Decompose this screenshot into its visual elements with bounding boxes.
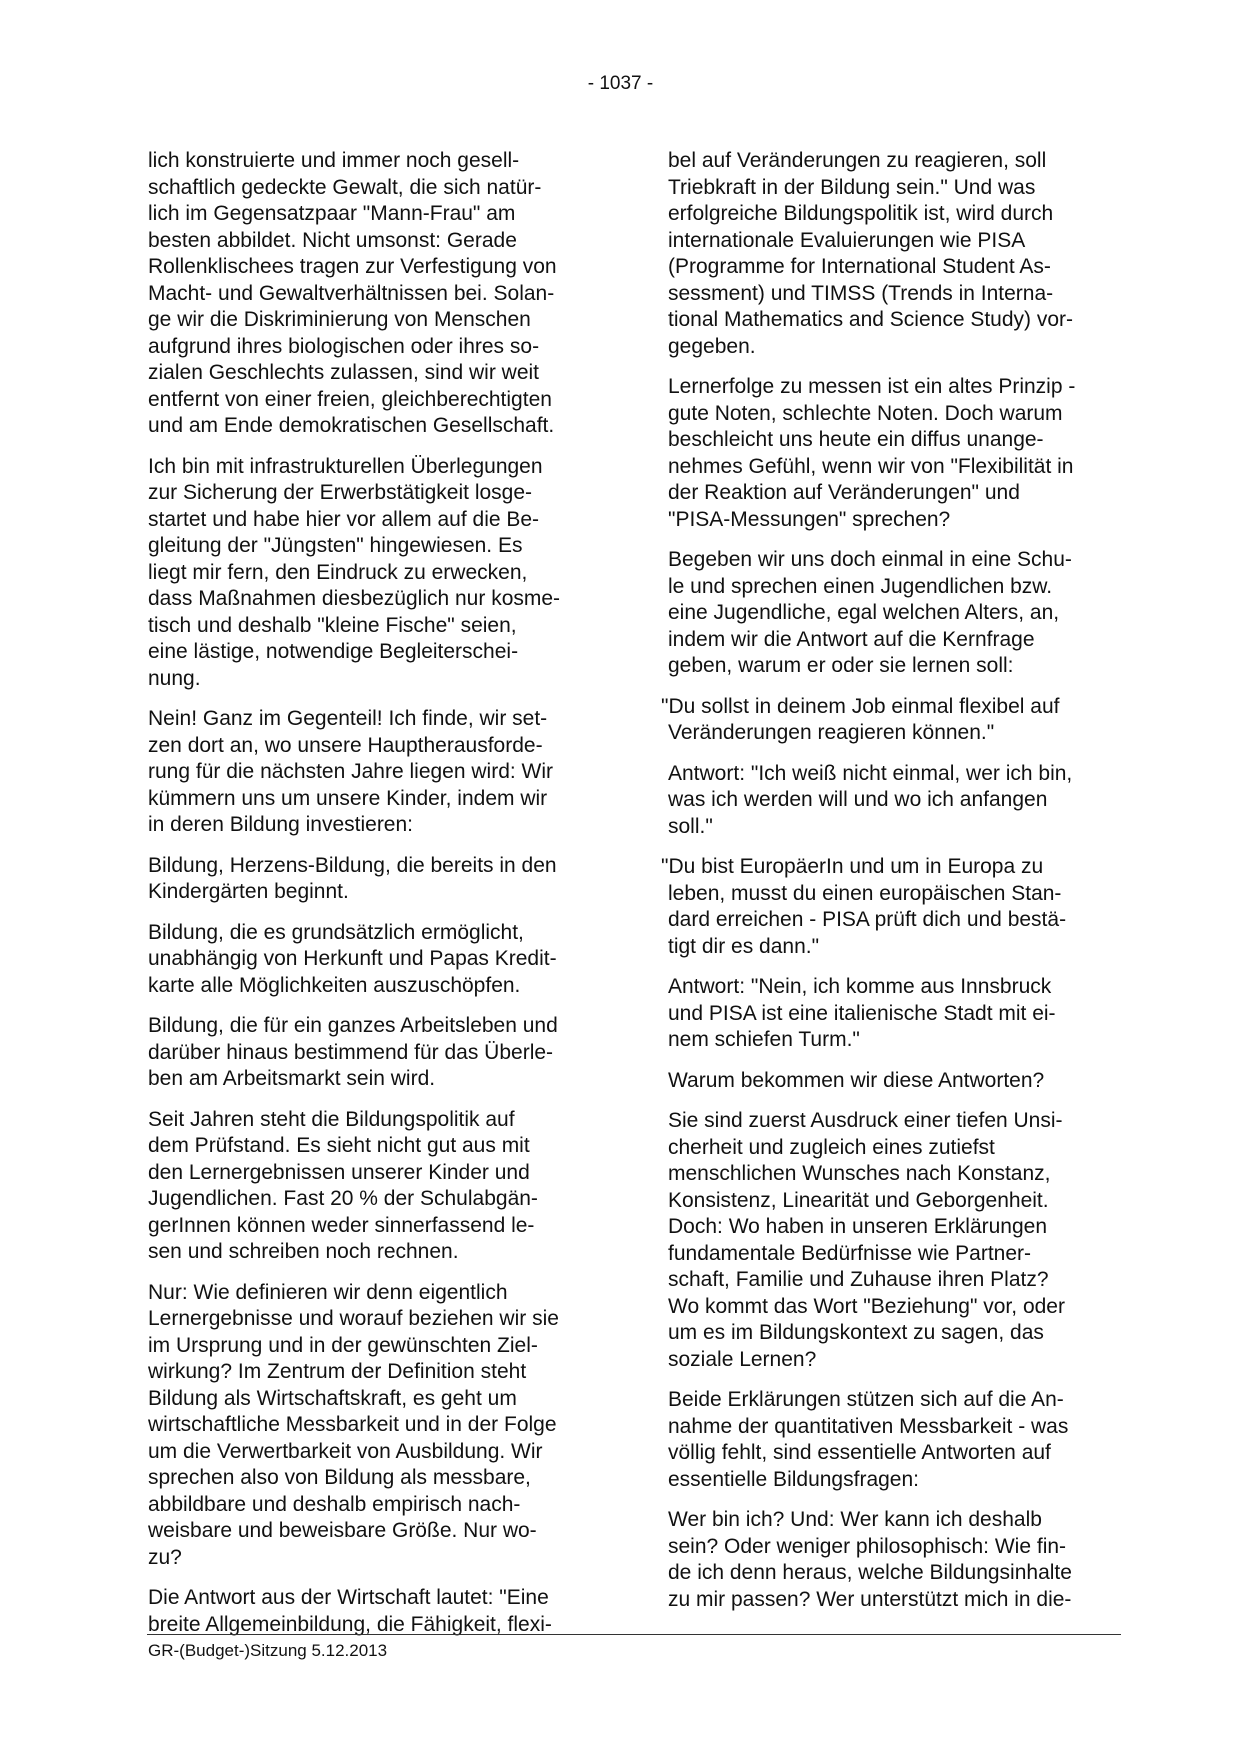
paragraph: Nein! Ganz im Gegenteil! Ich finde, wir set- zen dort an, wo unsere Hauptherausforde- rung für die nächsten Jahre liegen wird: Wir kümmern uns um unsere Kinder, indem wir in deren Bildung investieren: bbox=[148, 707, 554, 836]
paragraph: Antwort: "Ich weiß nicht einmal, wer ich bin, was ich werden will und wo ich anfangen soll." bbox=[668, 761, 1073, 838]
paragraph: Lernerfolge zu messen ist ein altes Prinzip - gute Noten, schlechte Noten. Doch warum beschleicht uns heute ein diffus unange- nehmes Gefühl, wenn wir von "Flexibilität in der Reaktion auf Veränderungen" und "PISA-Messungen" sprechen? bbox=[668, 375, 1076, 531]
paragraph: Ich bin mit infrastrukturellen Überlegungen zur Sicherung der Erwerbstätigkeit losge- startet und habe hier vor allem auf die Be- gleitung der "Jüngsten" hingewiesen. Es liegt mir fern, den Eindruck zu erwecken, dass Maßnahmen diesbezüglich nur kosme- tisch und deshalb "kleine Fische" seien, eine lästige, notwendige Begleiterschei- nung. bbox=[148, 454, 561, 690]
footer-divider bbox=[147, 1634, 1121, 1635]
left-column bbox=[148, 148, 608, 1652]
paragraph: Nur: Wie definieren wir denn eigentlich Lernergebnisse und worauf beziehen wir sie im Ursprung und in der gewünschten Ziel- wirkung? Im Zentrum der Definition steht Bildung als Wirtschaftskraft, es geht um wirtschaftliche Messbarkeit und in der Folge um die Verwertbarkeit von Ausbildung. Wir sprechen also von Bildung als messbare, abbildbare und deshalb empirisch nach- weisbare und beweisbare Größe. Nur wo- zu? bbox=[148, 1280, 559, 1569]
paragraph: lich konstruierte und immer noch gesell- schaftlich gedeckte Gewalt, die sich natür- lich im Gegensatzpaar "Mann-Frau" am besten abbildet. Nicht umsonst: Gerade Rollenklischees tragen zur Verfestigung von Macht- und Gewaltverhältnissen bei. Solan- ge wir die Diskriminierung von Menschen aufgrund ihres biologischen oder ihres so- zialen Geschlechts zulassen, sind wir weit entfernt von einer freien, gleichberechtigten und am Ende demokratischen Gesellschaft. bbox=[148, 149, 557, 437]
paragraph: Bildung, die es grundsätzlich ermöglicht, unabhängig von Herkunft und Papas Kredit- karte alle Möglichkeiten auszuschöpfen. bbox=[148, 920, 557, 997]
right-column bbox=[661, 148, 1128, 1627]
paragraph: Begeben wir uns doch einmal in eine Schu- le und sprechen einen Jugendlichen bzw. eine Jugendliche, egal welchen Alters, an, indem wir die Antwort auf die Kernfrage geben, warum er oder sie lernen soll: bbox=[668, 548, 1072, 677]
quote-paragraph: "Du bist EuropäerIn und um in Europa zu leben, musst du einen europäischen Stan- dard erreichen - PISA prüft dich und bestä- tigt dir es dann." bbox=[661, 855, 1067, 958]
paragraph: Wer bin ich? Und: Wer kann ich deshalb sein? Oder weniger philosophisch: Wie fin- de ich denn heraus, welche Bildungsinhalte zu mir passen? Wer unterstützt mich in die- bbox=[668, 1508, 1072, 1611]
paragraph: Antwort: "Nein, ich komme aus Innsbruck und PISA ist eine italienische Stadt mit ei- nem schiefen Turm." bbox=[668, 975, 1056, 1051]
page-number: - 1037 - bbox=[587, 73, 654, 94]
paragraph: bel auf Veränderungen zu reagieren, soll Triebkraft in der Bildung sein." Und was erfolgreiche Bildungspolitik ist, wird durch internationale Evaluierungen wie PISA (Programme for International Student As- sessment) und TIMSS (Trends in Interna- tional Mathematics and Science Study) vor- gegeben. bbox=[668, 149, 1074, 358]
paragraph: Warum bekommen wir diese Antworten? bbox=[668, 1068, 1045, 1092]
paragraph: Beide Erklärungen stützen sich auf die An- nahme der quantitativen Messbarkeit - was völlig fehlt, sind essentielle Antworten auf essentielle Bildungsfragen: bbox=[668, 1388, 1069, 1491]
paragraph: Bildung, Herzens-Bildung, die bereits in den Kindergärten beginnt. bbox=[148, 853, 557, 903]
paragraph: Die Antwort aus der Wirtschaft lautet: "Eine breite Allgemeinbildung, die Fähigkeit, flexi- bbox=[148, 1586, 552, 1636]
footer-text: GR-(Budget-)Sitzung 5.12.2013 bbox=[148, 1641, 388, 1660]
paragraph: Seit Jahren steht die Bildungspolitik auf dem Prüfstand. Es sieht nicht gut aus mit den Lernergebnissen unserer Kinder und Jugendlichen. Fast 20 % der Schulabgän- gerInnen können weder sinnerfassend le- sen und schreiben noch rechnen. bbox=[148, 1107, 538, 1263]
paragraph: Bildung, die für ein ganzes Arbeitsleben und darüber hinaus bestimmend für das Überle- ben am Arbeitsmarkt sein wird. bbox=[148, 1014, 558, 1090]
quote-paragraph: "Du sollst in deinem Job einmal flexibel auf Veränderungen reagieren können." bbox=[661, 694, 1060, 744]
paragraph: Sie sind zuerst Ausdruck einer tiefen Unsi- cherheit und zugleich eines zutiefst menschlichen Wunsches nach Konstanz, Konsistenz, Linearität und Geborgenheit. Doch: Wo haben in unseren Erklärungen fundamentale Bedürfnisse wie Partner- schaft, Familie und Zuhause ihren Platz? Wo kommt das Wort "Beziehung" vor, oder um es im Bildungskontext zu sagen, das soziale Lernen? bbox=[668, 1109, 1065, 1371]
